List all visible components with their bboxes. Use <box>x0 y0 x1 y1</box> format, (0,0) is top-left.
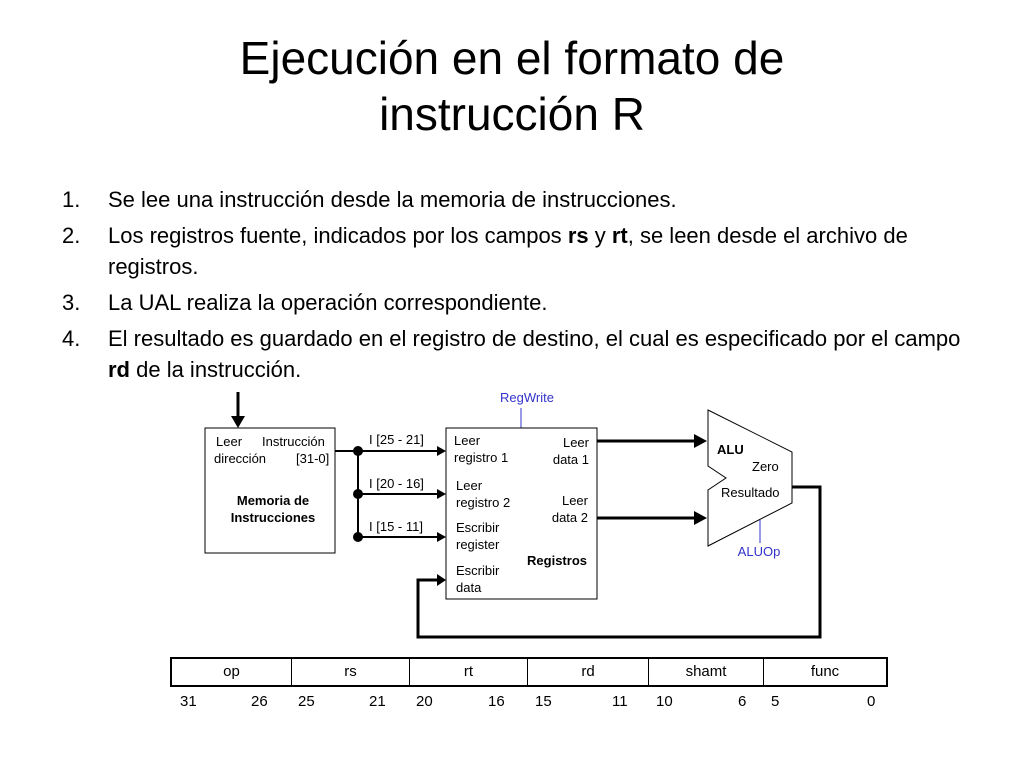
bit-number: 31 <box>180 693 197 710</box>
register-file-name: Registros <box>527 553 587 568</box>
step-number: 1. <box>62 187 81 212</box>
field-rs-arrowhead <box>437 446 446 456</box>
imem-instruction-label: Instrucción <box>262 434 325 449</box>
alu-zero-label: Zero <box>752 459 779 474</box>
format-field-op: op <box>223 663 240 680</box>
reg-write-data-label: Escribir <box>456 563 500 578</box>
bit-number: 0 <box>867 693 876 710</box>
imem-address-label: dirección <box>214 451 267 466</box>
reg-data-label: data <box>456 580 482 595</box>
field-name-rd: rd <box>108 357 130 382</box>
reg-register-label: register <box>456 537 500 552</box>
step-text: La UAL realiza la operación correspondiente. <box>108 290 548 315</box>
read-data2-arrowhead <box>694 511 707 525</box>
format-field-rd: rd <box>527 659 648 685</box>
pc-input-arrowhead <box>231 416 245 428</box>
aluop-label: ALUOp <box>737 544 781 559</box>
bit-number: 20 <box>416 693 433 710</box>
r-format-table <box>170 657 888 687</box>
step-number: 3. <box>62 290 81 315</box>
reg-reg2-label: registro 2 <box>456 495 511 510</box>
alu-shape <box>708 410 792 546</box>
writeback-arrowhead <box>437 574 446 586</box>
field-label-20-16: I [20 - 16] <box>369 476 424 491</box>
step-text: Se lee una instrucción desde la memoria de instrucciones. <box>108 187 677 212</box>
imem-name-line-2: Instrucciones <box>230 510 316 525</box>
read-data1-arrowhead <box>694 434 707 448</box>
title-line-1: Ejecución en el formato de <box>239 32 785 84</box>
reg-out2-data-label: data 2 <box>551 510 588 525</box>
bit-number: 6 <box>738 693 747 710</box>
reg-out2-read-label: Leer <box>561 493 588 508</box>
bit-number: 16 <box>488 693 505 710</box>
imem-name-line-1: Memoria de <box>236 493 310 508</box>
regwrite-label: RegWrite <box>500 390 554 405</box>
format-field-func: func <box>763 659 886 685</box>
reg-write-reg-label: Escribir <box>456 520 500 535</box>
alu-name: ALU <box>717 442 744 457</box>
title-line-2: instrucción R <box>379 88 645 140</box>
imem-bits-label: [31-0] <box>296 451 330 466</box>
reg-reg1-label: registro 1 <box>454 450 509 465</box>
alu-result-label: Resultado <box>721 485 780 500</box>
reg-read1-label: Leer <box>454 433 481 448</box>
field-name-rs: rs <box>567 223 589 248</box>
format-field-rt: rt <box>409 659 527 685</box>
step-text: y <box>588 223 612 248</box>
bit-number: 26 <box>251 693 268 710</box>
reg-out1-data-label: data 1 <box>552 452 589 467</box>
bit-number: 10 <box>656 693 673 710</box>
reg-out1-read-label: Leer <box>562 435 589 450</box>
step-text: Los registros fuente, indicados por los campos <box>108 223 568 248</box>
step-text: de la instrucción. <box>130 357 302 382</box>
step-text: El resultado es guardado en el registro de destino, el cual es especificado por el campo <box>108 326 961 351</box>
bit-number: 21 <box>369 693 386 710</box>
field-label-25-21: I [25 - 21] <box>369 432 424 447</box>
field-label-15-11: I [15 - 11] <box>369 519 423 534</box>
format-field-shamt: shamt <box>648 659 763 685</box>
bit-number: 5 <box>771 693 780 710</box>
field-rt-arrowhead <box>437 489 446 499</box>
step-number: 2. <box>62 223 81 248</box>
format-field-rs: rs <box>291 659 409 685</box>
reg-read2-label: Leer <box>456 478 483 493</box>
imem-read-label: Leer <box>216 434 243 449</box>
step-text: , se leen desde el archivo de registros. <box>108 223 908 279</box>
bit-number: 25 <box>298 693 315 710</box>
bit-number: 11 <box>612 693 628 710</box>
bit-number: 15 <box>535 693 552 710</box>
field-name-rt: rt <box>611 223 628 248</box>
field-rd-arrowhead <box>437 532 446 542</box>
step-number: 4. <box>62 326 81 351</box>
